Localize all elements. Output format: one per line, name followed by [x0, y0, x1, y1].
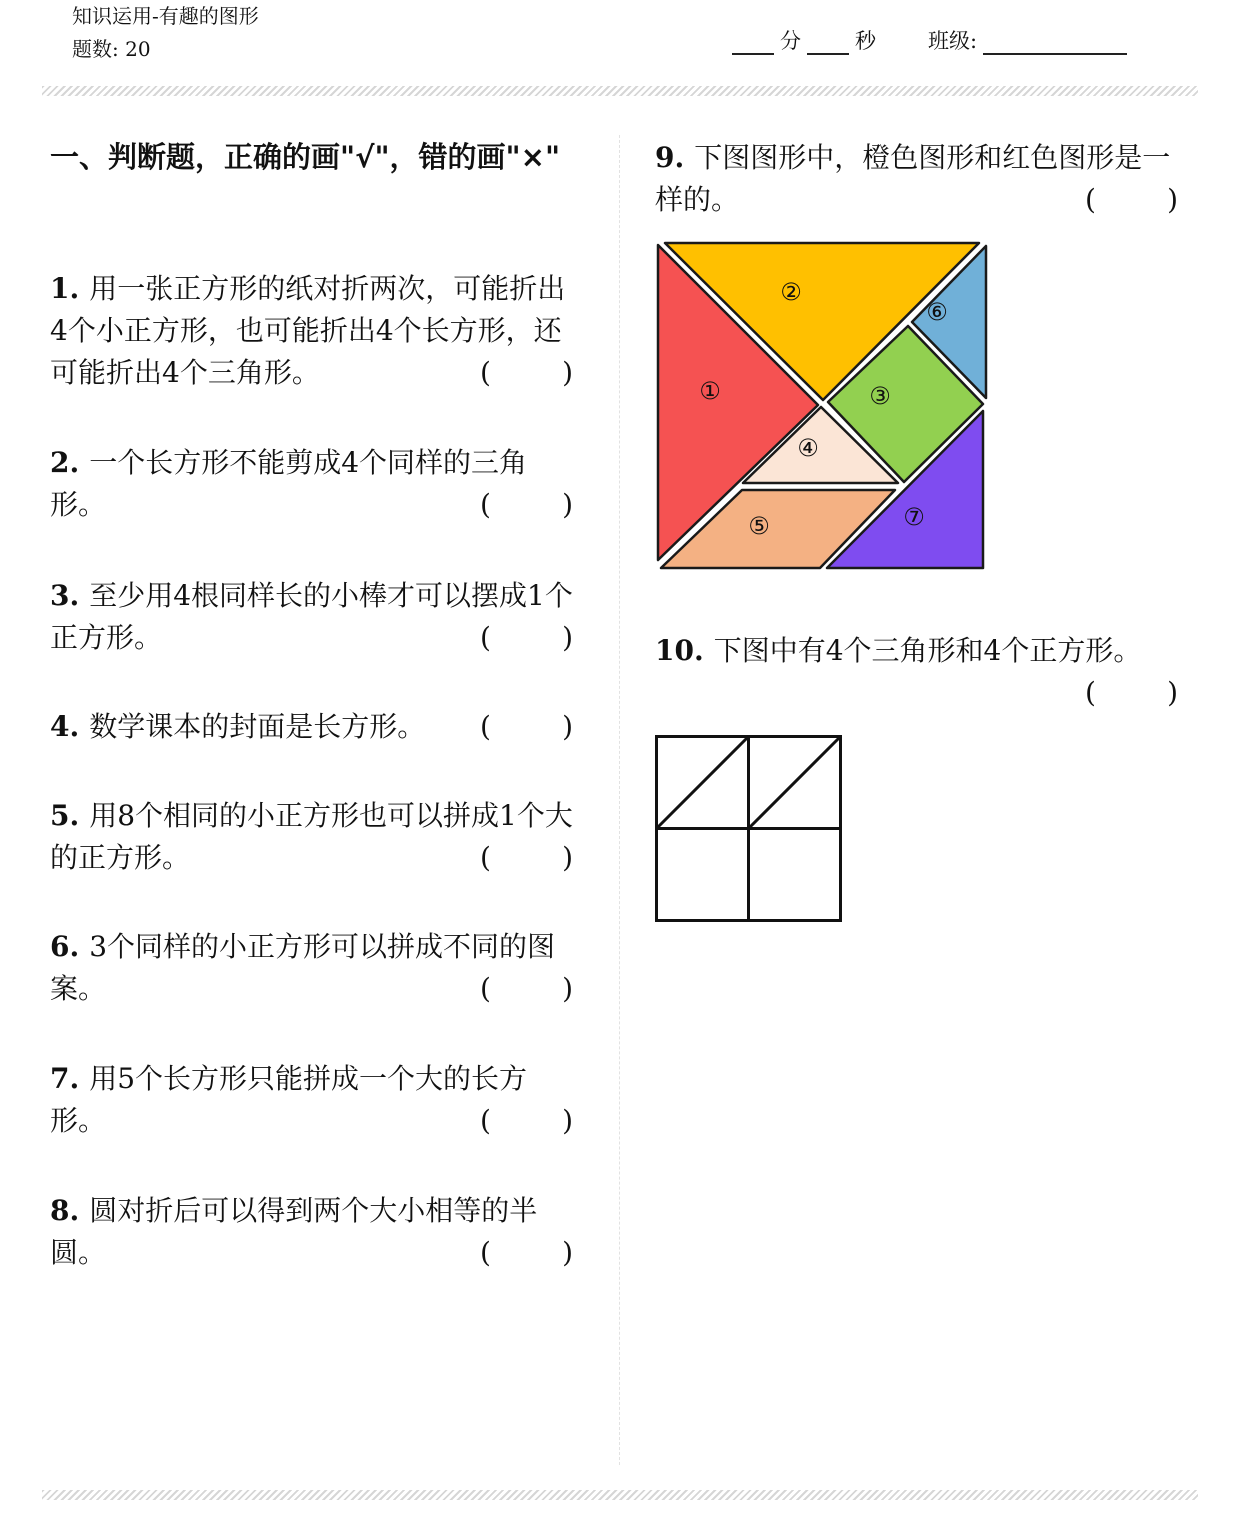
- question-7: [50, 1058, 580, 1142]
- answer-bracket[interactable]: ( ): [480, 356, 574, 389]
- answer-bracket[interactable]: ( ): [480, 488, 574, 521]
- question-9: [655, 137, 1180, 221]
- question-8: [50, 1190, 580, 1274]
- question-2: [50, 442, 580, 526]
- grid-figure: [655, 735, 843, 923]
- question-number: 9.: [655, 141, 685, 174]
- grid-diagonal-left: [657, 737, 749, 829]
- question-text: 数学课本的封面是长方形。: [89, 710, 426, 743]
- answer-bracket[interactable]: ( ): [1085, 183, 1179, 216]
- question-text: 圆对折后可以得到两个大小相等的半圆。: [50, 1194, 538, 1269]
- question-count: 题数: 20: [72, 37, 151, 61]
- question-number: 3.: [50, 579, 80, 612]
- question-10: [655, 630, 1180, 709]
- tangram-label-7: ⑦: [903, 503, 925, 531]
- question-number: 1.: [50, 272, 80, 305]
- question-4: [50, 706, 580, 748]
- answer-bracket[interactable]: ( ): [480, 621, 574, 654]
- question-text: 用8个相同的小正方形也可以拼成1个大的正方形。: [50, 799, 573, 874]
- tangram-label-2: ②: [780, 278, 802, 306]
- question-text: 一个长方形不能剪成4个同样的三角形。: [50, 446, 528, 521]
- time-blank[interactable]: [807, 35, 849, 55]
- grid-diagonal-right: [749, 737, 841, 829]
- answer-bracket[interactable]: ( ): [1085, 676, 1179, 709]
- bottom-divider: [42, 1490, 1198, 1500]
- question-number: 2.: [50, 446, 80, 479]
- answer-bracket[interactable]: ( ): [480, 710, 574, 743]
- worksheet-title: 知识运用-有趣的图形: [72, 4, 259, 28]
- answer-bracket[interactable]: ( ): [480, 1236, 574, 1269]
- score-blank[interactable]: [732, 35, 774, 55]
- score-unit: 分: [780, 29, 801, 53]
- tangram-figure: [655, 242, 989, 572]
- score-fields: [726, 25, 1133, 55]
- question-number: 6.: [50, 930, 80, 963]
- tangram-label-5: ⑤: [748, 512, 770, 540]
- question-6: [50, 926, 580, 1010]
- tangram-label-6: ⑥: [926, 298, 948, 326]
- question-1: [50, 268, 580, 394]
- top-divider: [42, 86, 1198, 96]
- question-number: 10.: [655, 634, 704, 667]
- question-text: 下图图形中，橙色图形和红色图形是一样的。: [655, 141, 1171, 216]
- question-text: 至少用4根同样长的小棒才可以摆成1个正方形。: [50, 579, 573, 654]
- question-text: 下图中有4个三角形和4个正方形。: [713, 634, 1142, 667]
- question-number: 7.: [50, 1062, 80, 1095]
- question-5: [50, 795, 580, 879]
- question-text: 3个同样的小正方形可以拼成不同的图案。: [50, 930, 556, 1005]
- question-number: 4.: [50, 710, 80, 743]
- question-number: 8.: [50, 1194, 80, 1227]
- answer-bracket[interactable]: ( ): [480, 1104, 574, 1137]
- question-number: 5.: [50, 799, 80, 832]
- section-title: 一、判断题，正确的画"√"，错的画"×": [50, 140, 561, 174]
- class-blank[interactable]: [983, 35, 1127, 55]
- question-text: 用5个长方形只能拼成一个大的长方形。: [50, 1062, 528, 1137]
- tangram-label-4: ④: [797, 434, 819, 462]
- time-unit: 秒: [855, 29, 876, 53]
- column-divider: [619, 135, 620, 1465]
- answer-bracket[interactable]: ( ): [480, 841, 574, 874]
- tangram-label-3: ③: [869, 382, 891, 410]
- tangram-label-1: ①: [699, 377, 721, 405]
- question-3: [50, 575, 580, 659]
- answer-bracket[interactable]: ( ): [480, 972, 574, 1005]
- question-text: 用一张正方形的纸对折两次，可能折出4个小正方形，也可能折出4个长方形，还可能折出4个三角形。: [50, 272, 566, 389]
- class-label: 班级:: [928, 29, 978, 53]
